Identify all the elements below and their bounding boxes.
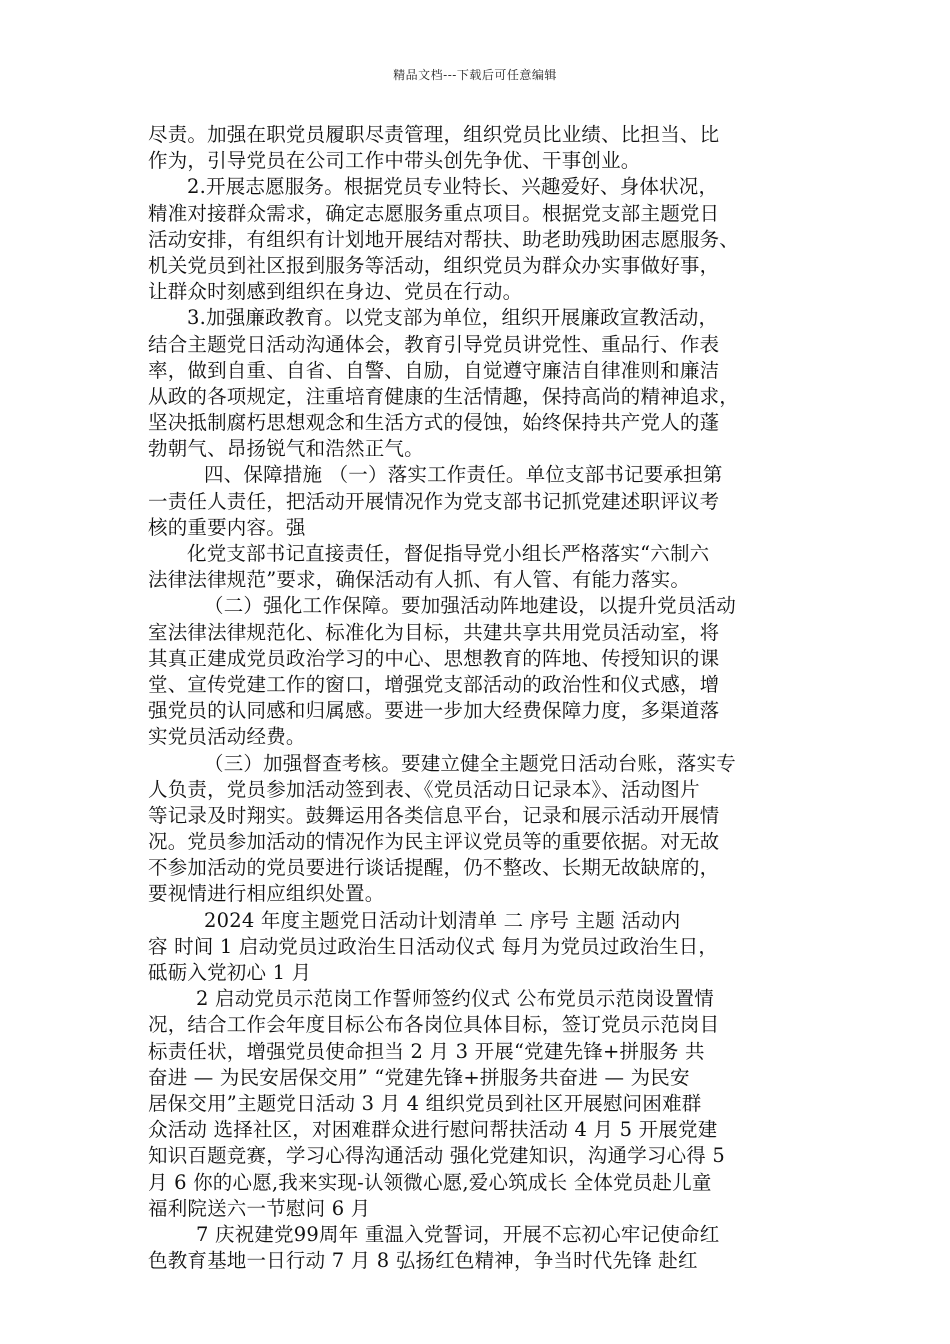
text-line: 室法律法律规范化、标准化为目标，共建共享共用党员活动室，将 <box>148 620 720 644</box>
text-line: 等记录及时翔实。鼓舞运用各类信息平台，记录和展示活动开展情 <box>148 803 720 827</box>
table-title-line: 2024 年度主题党日活动计划清单 二 序号 主题 活动内 <box>204 908 681 932</box>
text-line: 福利院送六一节慰问 6 月 <box>148 1196 371 1220</box>
text-line: 一责任人责任，把活动开展情况作为党支部书记抓党建述职评议考 <box>148 489 720 513</box>
text-line: 2 启动党员示范岗工作誓师签约仪式 公布党员示范岗设置情 <box>196 987 714 1011</box>
text-line: 奋进 — 为民安居保交用” “党建先锋+拼服务共奋进 — 为民安 <box>148 1065 690 1089</box>
text-line: 让群众时刻感到组织在身边、党员在行动。 <box>148 280 523 304</box>
text-line: 况，结合工作会年度目标公布各岗位具体目标，签订党员示范岗目 <box>148 1013 720 1037</box>
page-header: 精品文档---下载后可任意编辑 <box>393 68 557 82</box>
text-line: 砥砺入党初心 1 月 <box>148 961 312 984</box>
text-line: 2.开展志愿服务。根据党员专业特长、兴趣爱好、身体状况， <box>187 175 719 199</box>
text-line: 从政的各项规定，注重培育健康的生活情趣，保持高尚的精神追求， <box>148 384 740 408</box>
text-line: 坚决抵制腐朽思想观念和生活方式的侵蚀，始终保持共产党人的蓬 <box>148 411 720 435</box>
text-line: 勃朝气、昂扬锐气和浩然正气。 <box>148 437 424 461</box>
text-line: 居保交用”主题党日活动 3 月 4 组织党员到社区开展慰问困难群 <box>148 1091 702 1115</box>
text-line: 核的重要内容。强 <box>148 515 306 539</box>
text-line: 3.加强廉政教育。以党支部为单位，组织开展廉政宣教活动， <box>187 306 719 330</box>
text-line: （二）强化工作保障。要加强活动阵地建设，以提升党员活动 <box>204 594 736 618</box>
text-line: 其真正建成党员政治学习的中心、思想教育的阵地、传授知识的课 <box>148 646 720 670</box>
text-line: 作为，引导党员在公司工作中带头创先争优、干事创业。 <box>148 149 641 173</box>
text-line: 尽责。加强在职党员履职尽责管理，组织党员比业绩、比担当、比 <box>148 123 720 146</box>
text-line: 法律法律规范”要求，确保活动有人抓、有人管、有能力落实。 <box>148 568 691 592</box>
text-line: 精准对接群众需求，确定志愿服务重点项目。根据党支部主题党日 <box>148 201 720 225</box>
text-line: 不参加活动的党员要进行谈话提醒，仍不整改、长期无故缺席的， <box>148 856 720 880</box>
text-line: 实党员活动经费。 <box>148 725 306 749</box>
text-line: 堂、宣传党建工作的窗口，增强党支部活动的政治性和仪式感，增 <box>148 672 720 696</box>
text-line: 容 时间 1 启动党员过政治生日活动仪式 每月为党员过政治生日， <box>148 934 719 958</box>
text-line: 强党员的认同感和归属感。要进一步加大经费保障力度，多渠道落 <box>148 699 720 723</box>
document-body <box>148 122 814 1274</box>
text-line: 要视情进行相应组织处置。 <box>148 882 385 906</box>
text-line: 况。党员参加活动的情况作为民主评议党员等的重要依据。对无故 <box>148 830 720 854</box>
text-line: 标责任状，增强党员使命担当 2 月 3 开展“党建先锋+拼服务 共 <box>148 1039 705 1063</box>
text-line: 化党支部书记直接责任，督促指导党小组长严格落实“六制六 <box>187 542 710 565</box>
text-line: 7 庆祝建党99周年 重温入党誓词，开展不忘初心牢记使命红 <box>196 1222 720 1246</box>
text-line: 活动安排，有组织有计划地开展结对帮扶、助老助残助困志愿服务、 <box>148 227 740 251</box>
section-heading-line: 四、保障措施 （一）落实工作责任。单位支部书记要承担第 <box>204 463 723 487</box>
text-line: 人负责，党员参加活动签到表、《党员活动日记录本》、活动图片 <box>148 777 700 801</box>
text-line: 率，做到自重、自省、自警、自励，自觉遵守廉洁自律准则和廉洁 <box>148 358 720 382</box>
text-line: 知识百题竞赛，学习心得沟通活动 强化党建知识，沟通学习心得 5 <box>148 1144 726 1168</box>
text-line: 机关党员到社区报到服务等活动，组织党员为群众办实事做好事， <box>148 253 720 277</box>
text-line: 众活动 选择社区，对困难群众进行慰问帮扶活动 4 月 5 开展党建 <box>148 1118 718 1142</box>
text-line: 月 6 你的心愿,我来实现-认领微心愿,爱心筑成长 全体党员赴儿童 <box>148 1170 712 1194</box>
text-line: （三）加强督查考核。要建立健全主题党日活动台账，落实专 <box>204 751 736 775</box>
text-line: 色教育基地一日行动 7 月 8 弘扬红色精神，争当时代先锋 赴红 <box>148 1249 698 1273</box>
text-line: 结合主题党日活动沟通体会，教育引导党员讲党性、重品行、作表 <box>148 332 720 356</box>
